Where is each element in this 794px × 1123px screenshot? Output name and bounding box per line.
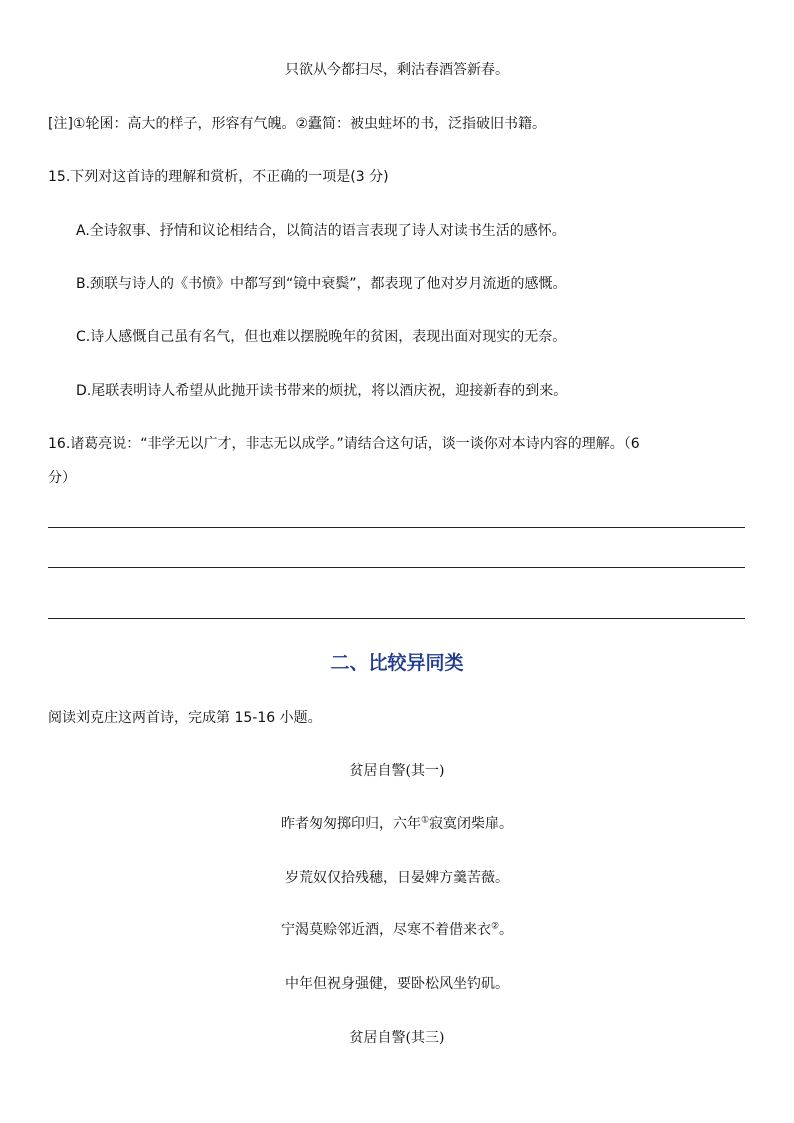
question-15-option-d: D.尾联表明诗人希望从此抛开读书带来的烦扰，将以酒庆祝，迎接新春的到来。 bbox=[76, 383, 568, 399]
annotation-note: [注]①轮囷：高大的样子，形容有气魄。②蠹简：被虫蛀坏的书，泛指破旧书籍。 bbox=[48, 116, 547, 132]
footnote-marker: ① bbox=[420, 815, 430, 826]
poem-line-text: 中年但祝身强健，要卧松风坐钓矶。 bbox=[285, 976, 509, 992]
question-16-stem-line1: 16.诸葛亮说：“非学无以广才，非志无以成学。”请结合这句话，谈一谈你对本诗内容的理解。（6 bbox=[48, 436, 640, 452]
poem-a-title: 贫居自警(其一) bbox=[349, 763, 445, 779]
poem-a-line bbox=[0, 920, 794, 940]
footnote-marker: ② bbox=[490, 921, 500, 932]
poem-a-line bbox=[0, 868, 794, 888]
poem-line-text: 寂寞闭柴扉。 bbox=[429, 816, 514, 832]
question-15-option-c: C.诗人感慨自己虽有名气，但也难以摆脱晚年的贫困，表现出面对现实的无奈。 bbox=[76, 329, 567, 345]
poem-line-text: 昨者匆匆掷印归，六年 bbox=[280, 816, 421, 832]
section-intro: 阅读刘克庄这两首诗，完成第 15-16 小题。 bbox=[48, 710, 322, 726]
poem-line-text: 岁荒奴仅拾残穗，日晏婢方羹苦薇。 bbox=[285, 870, 509, 886]
poem-a-line bbox=[0, 814, 794, 834]
poem-line-text: 宁渴莫赊邻近酒，尽寒不着借来衣 bbox=[280, 922, 491, 938]
poem-last-line: 只欲从今都扫尽，剩沽春酒答新春。 bbox=[285, 62, 509, 78]
question-15-option-b: B.颈联与诗人的《书愤》中都写到“镜中衰鬓”，都表现了他对岁月流逝的感慨。 bbox=[76, 276, 567, 292]
question-15-stem: 15.下列对这首诗的理解和赏析，不正确的一项是(3 分) bbox=[48, 169, 389, 185]
poem-b-title: 贫居自警(其三) bbox=[349, 1030, 445, 1046]
answer-line[interactable] bbox=[48, 527, 745, 528]
answer-line[interactable] bbox=[48, 567, 745, 568]
question-15-option-a: A.全诗叙事、抒情和议论相结合，以简洁的语言表现了诗人对读书生活的感怀。 bbox=[76, 223, 566, 239]
question-16-stem-line2: 分） bbox=[48, 470, 76, 486]
poem-line-text: 。 bbox=[499, 922, 514, 938]
answer-line[interactable] bbox=[48, 618, 745, 619]
section-heading: 二、比较异同类 bbox=[330, 652, 464, 674]
poem-a-line bbox=[0, 974, 794, 994]
